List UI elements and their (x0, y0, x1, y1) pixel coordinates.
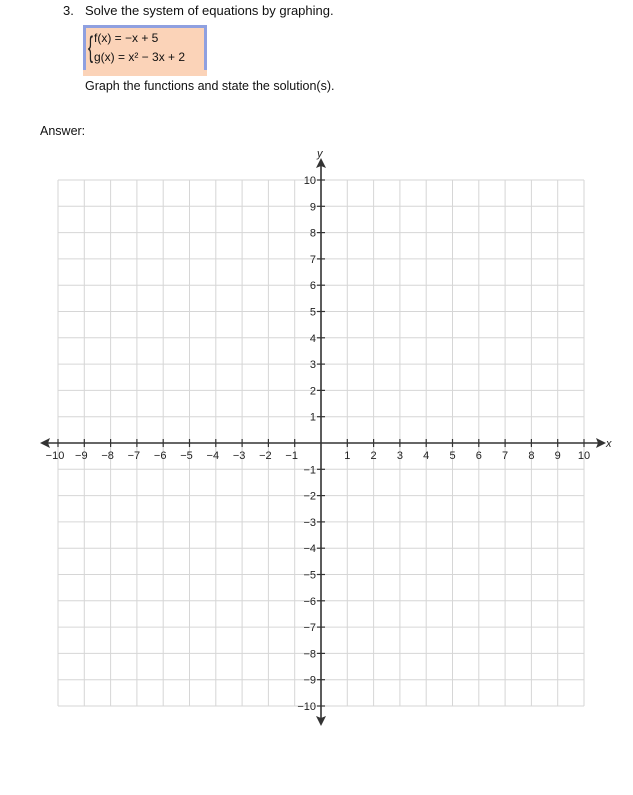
question-number: 3. (63, 3, 74, 18)
x-tick-label: −6 (153, 450, 167, 462)
y-tick-label: 5 (309, 306, 316, 319)
y-tick-label: 1 (309, 411, 316, 424)
equation-g: g(x) = x² − 3x + 2 (94, 50, 186, 64)
y-tick-label: 4 (309, 332, 316, 345)
y-tick-label: 3 (309, 359, 316, 372)
question-text: Solve the system of equations by graphing. (85, 3, 334, 18)
x-tick-label: −10 (45, 450, 65, 462)
x-axis-label: x (606, 438, 612, 450)
equation-f: f(x) = −x + 5 (94, 31, 159, 45)
x-tick-label: 10 (577, 450, 591, 462)
x-tick-label: −5 (180, 450, 193, 462)
y-tick-label: −10 (297, 701, 316, 713)
x-tick-label: −1 (285, 450, 298, 462)
answer-label: Answer: (40, 124, 86, 138)
y-axis-label: y (317, 148, 323, 160)
y-tick-label: −1 (303, 464, 316, 477)
x-tick-label: −7 (127, 450, 141, 462)
x-tick-label: 8 (528, 450, 535, 462)
brace-icon: { (88, 31, 94, 64)
y-tick-label: 8 (309, 227, 316, 240)
x-tick-label: 7 (502, 450, 509, 462)
x-tick-label: 2 (370, 450, 377, 462)
y-tick-label: −7 (303, 622, 316, 635)
y-tick-label: −9 (303, 674, 316, 687)
x-tick-label: −3 (232, 450, 246, 462)
y-tick-label: 7 (309, 253, 316, 266)
y-tick-label: −6 (303, 595, 316, 608)
y-tick-label: −2 (303, 490, 316, 503)
y-tick-label: −3 (303, 516, 316, 529)
x-tick-label: 5 (449, 450, 456, 462)
x-tick-label: −8 (101, 450, 114, 462)
y-tick-label: 2 (309, 385, 316, 398)
x-tick-label: 4 (423, 450, 430, 462)
x-tick-label: 9 (554, 450, 561, 462)
instruction-text: Graph the functions and state the solution(s). (85, 79, 335, 93)
y-tick-label: 6 (309, 280, 316, 293)
y-tick-label: −8 (303, 648, 316, 661)
x-tick-label: 6 (475, 450, 482, 462)
x-tick-label: −2 (259, 450, 272, 462)
y-tick-label: −4 (303, 543, 316, 556)
y-tick-label: 9 (309, 201, 316, 214)
x-tick-label: −4 (206, 450, 220, 462)
y-tick-label: 10 (303, 175, 316, 187)
x-tick-label: −9 (75, 450, 88, 462)
x-tick-label: 3 (396, 450, 403, 462)
y-tick-label: −5 (303, 569, 316, 582)
x-tick-label: 1 (344, 450, 351, 462)
